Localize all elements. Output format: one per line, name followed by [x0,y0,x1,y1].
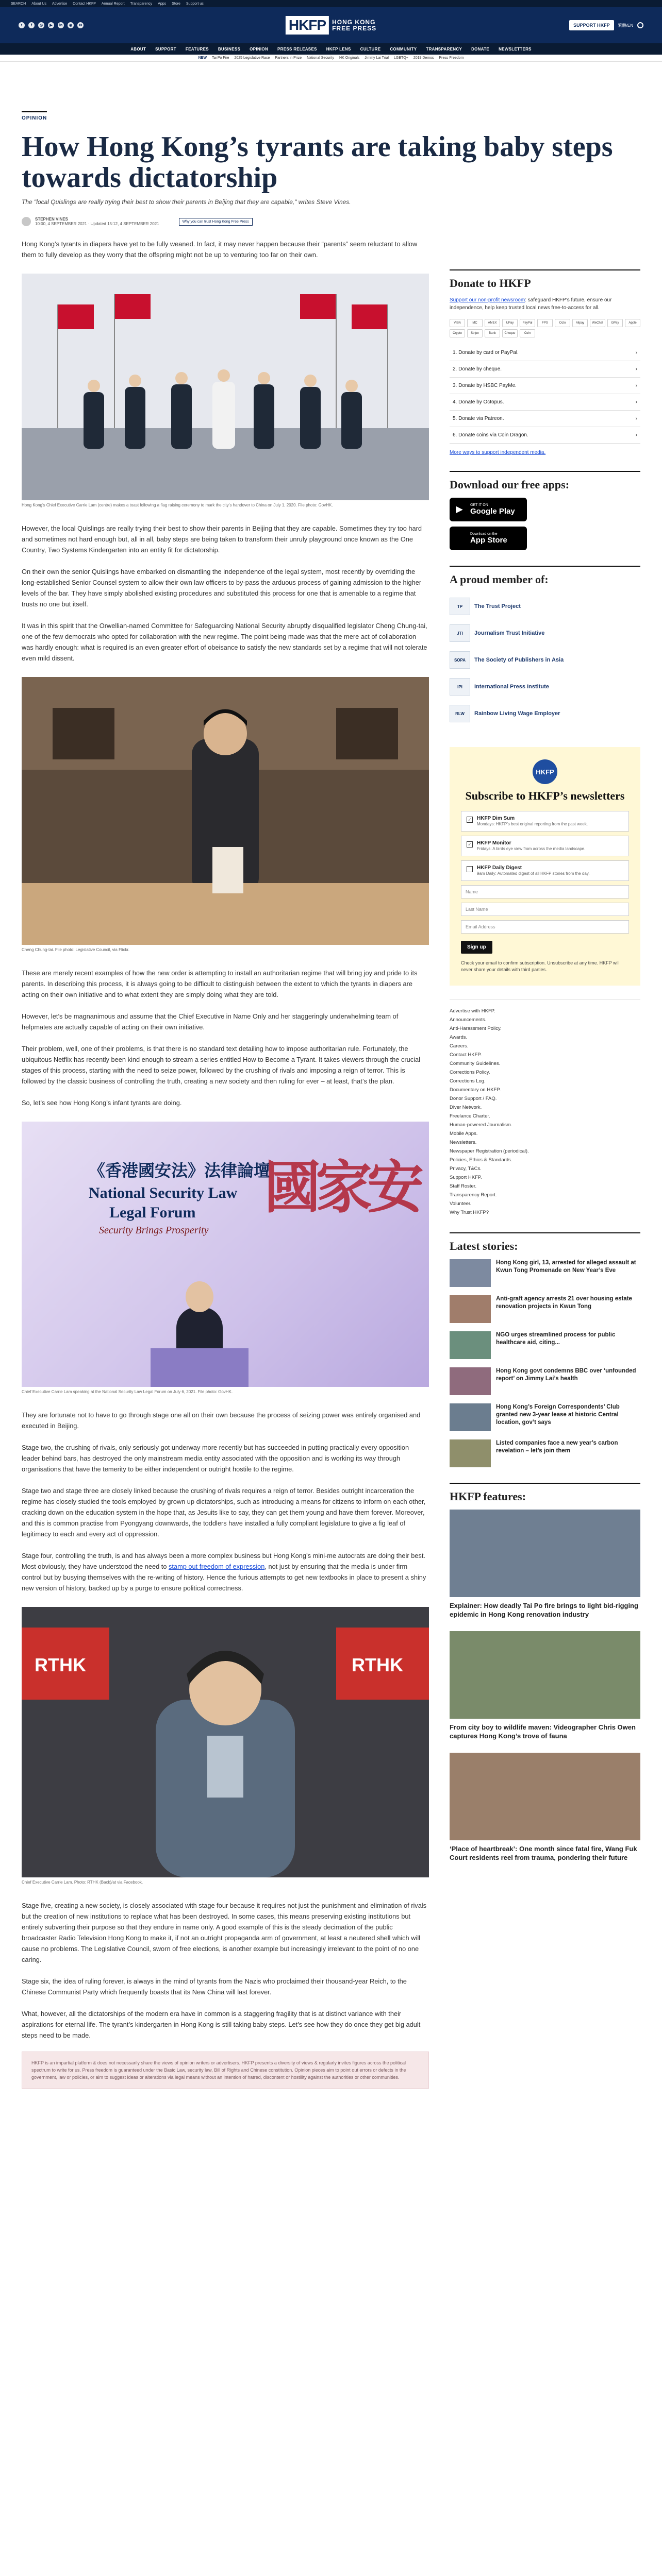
payment-icon: AMEX [485,319,500,327]
svg-text:RTHK: RTHK [352,1654,403,1675]
newsletter-desc: Mondays: HKFP’s best original reporting from the past week. [477,822,588,826]
feature-title: ‘Place of heartbreak’: One month since fatal fire, Wang Fuk Court residents reel from trauma, pondering their future [450,1845,637,1861]
banner-chinese: 《香港國安法》法律論壇 [89,1161,271,1180]
nav-item[interactable]: HKFP LENS [326,46,351,52]
content-columns [22,239,640,2120]
newsletter-logo: HKFP [533,759,557,784]
linkedin-icon[interactable]: in [58,22,64,28]
member-logo: SOPA [450,651,470,669]
feature-thumbnail [450,1631,640,1719]
donate-intro-text: : safeguard HKFP’s future, ensure our independence, help keep trusted local news free-to-access for all. [450,297,612,311]
info-links [450,999,640,1217]
social-icons [19,22,84,28]
paragraph: So, let’s see how Hong Kong’s infant tyrants are doing. [22,1099,182,1107]
story-title: Anti-graft agency arrests 21 over housing estate renovation projects in Kwun Tong [496,1296,632,1310]
donate-option-label: 2. Donate by cheque. [453,366,502,372]
banner-english-3: Security Brings Prosperity [99,1225,209,1236]
sidebar-divider [450,269,640,270]
newsletter-option-text [477,865,589,876]
paragraph: What, however, all the dictatorships of the modern era have in common is a staggering fragility that is at distinct variance with their aspirations for eternal life. The tyrant’s kindergarten in Hong Kong is still taking baby steps. Let’s see how they do once they get big adult steps need to be made. [22,2010,421,2039]
name-field[interactable]: Name [461,885,629,899]
nav-item[interactable]: OPINION [250,46,269,52]
donate-option-label: 1. Donate by card or PayPal. [453,350,519,355]
ticker-item[interactable]: LGBTQ+ [393,56,408,60]
donate-block [450,296,640,455]
story-thumbnail [450,1331,491,1359]
logo-line1: HONG KONG [332,19,376,26]
utility-link[interactable]: Store [172,2,180,6]
info-link[interactable]: Anti-Harassment Policy. [450,1026,502,1031]
info-link[interactable]: Diver Network. [450,1105,482,1110]
latest-story[interactable] [450,1367,640,1395]
member-name: International Press Institute [474,684,549,690]
more-ways-link[interactable]: More ways to support independent media. [450,450,546,455]
store-big-text: Google Play [470,507,515,516]
utility-link[interactable]: Apps [158,2,167,6]
caption: Hong Kong’s Chief Executive Carrie Lam (centre) makes a toast following a flag raising ceremony to mark the city’s handover to China on July 1, 2020. File photo: GovHK. [22,503,333,507]
sidebar-divider [450,471,640,472]
story-title: Listed companies face a new year’s carbon revelation – let’s join them [496,1440,618,1454]
chevron-right-icon: › [635,350,637,355]
main-nav [0,43,662,55]
ticker-item[interactable]: 2019 Demos [413,56,434,60]
sidebar [450,239,640,2120]
paragraph: Stage six, the idea of ruling forever, is always in the mind of tyrants from the Nazis who proclaimed their thousand-year Reich, to the Chinese Communist Party which frequently boasts that its New China will last forever. [22,1977,407,1996]
member-name: The Society of Publishers in Asia [474,657,564,663]
payment-icon: Cheque [502,329,518,337]
article-subtitle: The "local Quislings are really trying their best to show their parents in Beijing that they are capable," writes Steve Vines. [22,198,351,206]
members-heading: A proud member of: [450,573,549,586]
paragraph: Hong Kong’s tyrants in diapers have yet to be fully weaned. In fact, it may never happen because their “parents” seem reluctant to allow them to fully develop as they worry that the offspring might not be up to venturing too far on their own. [22,240,418,259]
newsletter-desc: Fridays: A birds eye view from across the media landscape. [477,846,586,851]
nav-item[interactable]: FEATURES [185,46,209,52]
sidebar-divider [450,566,640,567]
latest-story[interactable] [450,1295,640,1323]
store-small-text: Download on the [470,532,498,536]
sidebar-divider [450,1483,640,1484]
member-logo: RLW [450,705,470,722]
banner-english-1: National Security Law [89,1184,238,1201]
info-link[interactable]: Volunteer. [450,1201,472,1207]
logo-text [332,19,376,31]
header-actions [569,20,643,30]
speaker-head [186,1281,213,1312]
member-logos [450,592,640,737]
story-thumbnail [450,1367,491,1395]
site-logo[interactable] [286,16,376,35]
app-store-button[interactable] [450,527,527,550]
info-link[interactable]: Corrections Policy. [450,1070,490,1075]
utility-link[interactable]: Annual Report [101,2,125,6]
chevron-right-icon: › [635,366,637,372]
donate-options [450,345,640,444]
caption: Cheng Chung-tai. File photo: Legislative Council, via Flickr. [22,947,129,952]
newsletter-option[interactable] [461,836,629,856]
paragraph: Their problem, well, one of their problems, is that there is no standard text detailing how to impose authoritarian rule. Fortunately, the ubiquitous Netflix has recently been kind enough to stream a series entitled How to Become a Tyrant. It takes viewers through the crucial stages of this process, starting with the need to seize power, followed by the crushing of rivals and imposing a reign of terror. This is followed by the classic business of controlling the truth, creating a new society and then ruling for ever – at least, that’s the plan. [22,1045,420,1085]
story-title: Hong Kong’s Foreign Correspondents’ Club granted new 3-year lease at historic Central location, gov’t says [496,1404,620,1426]
twitter-icon[interactable]: t [19,22,25,28]
info-link[interactable]: Why Trust HKFP? [450,1210,489,1215]
feature-thumbnail [450,1510,640,1597]
chevron-right-icon: › [635,383,637,388]
donate-option-label: 3. Donate by HSBC PayMe. [453,383,517,388]
nav-item[interactable]: CULTURE [360,46,381,52]
language-switch[interactable]: 繁體/EN [618,23,633,28]
info-link[interactable]: Transparency Report. [450,1192,497,1198]
section-label[interactable]: OPINION [22,111,47,121]
donate-option-label: 5. Donate via Patreon. [453,416,504,421]
story-title: Hong Kong girl, 13, arrested for alleged assault at Kwun Tong Promenade on New Year’s Eve [496,1260,636,1274]
info-link[interactable]: Freelance Charter. [450,1113,490,1119]
logo-line2: FREE PRESS [332,25,377,32]
payment-icon: UPay [502,319,518,327]
member-logo: JTI [450,624,470,642]
payment-icon: MC [467,319,483,327]
checkbox[interactable]: ✓ [467,817,473,823]
figure-cheng [22,677,429,952]
payment-icon: Crypto [450,329,465,337]
info-link[interactable]: Newspaper Registration (periodical). [450,1148,529,1154]
chevron-right-icon: › [635,399,637,405]
rthk-illustration [22,1607,429,1877]
info-link[interactable]: Community Guidelines. [450,1061,501,1066]
logo-mark: HKFP [286,16,329,35]
search-icon[interactable] [637,22,643,28]
caption: Chief Executive Carrie Lam speaking at the National Security Law Legal Forum on July 6, 2021. File photo: GovHK. [22,1389,233,1394]
member-item[interactable] [450,705,640,722]
paragraph: Stage two and stage three are closely linked because the crushing of rivals requires a reign of terror. Besides outright incarceration the regime has closely studied the tools employed by grown up dictatorships, such as introducing a means for citizens to inform on each other, cracking down on the education system in the hope that, as Jesuits like to say, they can get them young and have them forever. Moreover, and this is common practise from Pyongyang downwards, the toddlers have installed a fully compliant legislature to give a fig leaf of legitimacy to each and every act of oppression. [22,1487,426,1538]
nav-item[interactable]: TRANSPARENCY [426,46,462,52]
info-link[interactable]: Staff Roster. [450,1183,477,1189]
donate-option-label: 6. Donate coins via Coin Dragon. [453,432,528,438]
paragraph: Stage five, creating a new society, is closely associated with stage four because it requires not just the punishment and elimination of rivals but the creation of new institutions to replace what has been destroyed. In some cases, this means preserving existing institutions but entirely subverting their purpose so that they endure in name only. A good example of this is the steady decimation of the public broadcaster Radio Television Hong Kong to make it, if not an outright propaganda arm of government, at least a neutered shell which will cause no problems. The Legislative Council, sworn of free elections, is another example but increasingly irrelevant to the point of no one caring. [22,1902,427,1963]
info-link[interactable]: Corrections Log. [450,1078,486,1084]
newsletter-desc: 9am Daily: Automated digest of all HKFP stories from the day. [477,871,590,876]
checkbox[interactable]: ✓ [467,841,473,848]
checkbox[interactable] [467,866,473,872]
latest-story[interactable] [450,1403,640,1431]
feature-title: From city boy to wildlife maven: Videographer Chris Owen captures Hong Kong’s trove of fauna [450,1723,636,1740]
support-newsroom-link[interactable]: Support our non-profit newsroom [450,297,525,303]
newsletter-title: Subscribe to HKFP’s newsletters [465,789,625,802]
features-heading: HKFP features: [450,1490,526,1503]
trust-cta-button[interactable]: Why you can trust Hong Kong Free Press [179,218,253,226]
paragraph: These are merely recent examples of how the new order is attempting to install an authoritarian regime that will bring joy and pride to its parents. In describing this process, it is always going to be difficult to distinguish between the extent to which the tyrants in diapers are acting on their own initiative and to what extent they are simply doing what they are told. [22,969,418,998]
apps-heading: Download our free apps: [450,478,570,491]
youtube-icon[interactable]: ▶ [48,22,54,28]
member-item[interactable] [450,624,640,642]
author-block [35,217,159,226]
last-name-field[interactable]: Last Name [461,903,629,916]
newsletter-name: HKFP Dim Sum [477,816,515,821]
sidebar-divider [450,1232,640,1233]
info-link[interactable]: Contact HKFP. [450,1052,482,1058]
member-logo: TP [450,598,470,615]
donate-option[interactable] [450,427,640,444]
member-name: The Trust Project [474,603,521,609]
donate-option[interactable] [450,345,640,361]
payment-icon: Apple [625,319,640,327]
member-name: Rainbow Living Wage Employer [474,710,560,717]
feature-story[interactable] [450,1631,640,1740]
member-item[interactable] [450,651,640,669]
member-item[interactable] [450,598,640,615]
payment-icon: Bank [485,329,500,337]
feature-thumbnail [450,1753,640,1840]
latest-stories [450,1259,640,1467]
member-item[interactable] [450,678,640,696]
facebook-icon[interactable]: f [28,22,35,28]
newsletter-option[interactable] [461,811,629,832]
svg-text:RTHK: RTHK [35,1654,86,1675]
utility-link[interactable]: Contact HKFP [73,2,96,6]
freedom-of-expression-link[interactable]: stamp out freedom of expression [169,1563,265,1570]
byline [22,217,640,226]
instagram-icon[interactable]: ◎ [38,22,44,28]
info-link[interactable]: Donor Support / FAQ. [450,1096,497,1101]
author-avatar [22,217,31,226]
legco-illustration [22,677,429,945]
podium [151,1348,249,1387]
utility-link[interactable]: About Us [31,2,46,6]
payment-icon: Alipay [572,319,588,327]
donate-option[interactable] [450,378,640,394]
photo-ceremony [22,274,429,500]
caption: Chief Executive Carrie Lam. Photo: RTHK (Back)/at via Facebook. [22,1880,143,1885]
payment-icon: WeChat [590,319,605,327]
utility-link[interactable]: Support us [186,2,204,6]
signup-button[interactable]: Sign up [461,941,492,954]
story-thumbnail [450,1439,491,1467]
paragraph-part: Stage four, controlling the truth, is and has always been a more complex business but Hong Kong’s mini-me autocrats are doing their best. Most obviously, they have understood the need to [22,1552,425,1570]
story-title: NGO urges streamlined process for public healthcare aid, citing... [496,1332,616,1346]
info-link[interactable]: Careers. [450,1043,469,1049]
newsletter-option-text [477,816,588,827]
article-title: How Hong Kong’s tyrants are taking baby steps towards dictatorship [22,131,613,194]
figure-lam [22,1607,429,1885]
newsletter-name: HKFP Daily Digest [477,865,522,871]
donate-option[interactable] [450,394,640,411]
support-hkfp-button[interactable]: SUPPORT HKFP [569,20,614,30]
paragraph: It was in this spirit that the Orwellian-named Committee for Safeguarding National Security abruptly disqualified legislator Cheng Chung-tai, one of the few democrats who opted for collaboration with the new regime. The point being made was that the mere act of collaboration was hardly enough: what is required is an even greater effort of obeisance to satisfy the new standards set by a regime that will not tolerate even mild dissent. [22,622,427,662]
nav-item[interactable]: SUPPORT [155,46,176,52]
info-link[interactable]: Mobile Apps. [450,1131,478,1137]
photo-lam [22,1607,429,1877]
info-link[interactable]: Awards. [450,1035,468,1040]
mail-icon[interactable]: ✉ [77,22,84,28]
member-name: Journalism Trust Initiative [474,630,545,636]
story-thumbnail [450,1403,491,1431]
ticker-item[interactable]: National Security [307,56,334,60]
donate-option[interactable] [450,411,640,427]
ticker-item[interactable]: 2025 Legislative Race [234,56,270,60]
article-body [22,239,429,2120]
paragraph: However, let’s be magnanimous and assume that the Chief Executive in Name Only and her staggeringly underwhelming team of helpmates are actually capable of acting on their own initiative. [22,1012,399,1031]
donate-intro [450,296,640,312]
ticker-item[interactable]: Partners in Prize [275,56,302,60]
story-thumbnail [450,1295,491,1323]
newsletter-box [450,747,640,986]
newsletter-option[interactable] [461,860,629,881]
info-link[interactable]: Newsletters. [450,1140,477,1145]
banner-english-2: Legal Forum [109,1204,196,1221]
ticker-item[interactable]: Tai Po Fire [211,56,229,60]
member-logo: IPI [450,678,470,696]
paragraph: Stage two, the crushing of rivals, only seriously got underway more recently but has succeeded in putting practically every opposition leader behind bars, has destroyed the only mainstream media entity associated with the opposition and is working its way through organisations that have the temerity to be either independent or outright hostile to the regime. [22,1444,409,1473]
newsletter-note: Check your email to confirm subscription. Unsubscribe at any time. HKFP will never share your details with third parties. [461,960,620,972]
info-link[interactable]: Documentary on HKFP. [450,1087,501,1093]
donate-option[interactable] [450,361,640,378]
payment-icon: VISA [450,319,465,327]
store-small-text: GET IT ON [470,503,488,507]
ticker-item[interactable]: Press Freedom [439,56,464,60]
chevron-right-icon: › [635,432,637,438]
banner-big-characters: 國家安 [264,1154,419,1221]
info-link[interactable]: Human-powered Journalism. [450,1122,512,1128]
donate-option-label: 4. Donate by Octopus. [453,399,504,405]
story-thumbnail [450,1259,491,1287]
disclaimer-box: HKFP is an impartial platform & does not necessarily share the views of opinion writers or advertisers. HKFP presents a diversity of views & regularly invites figures across the political spectrum to write for us. Press freedom is guaranteed under the Basic Law, security law, Bill of Rights and Chinese constitution. Opinion pieces aim to point out errors or defects in the government, law or policies, or aim to suggest ideas or alterations via legal means without an intention of hatred, discontent or hostility against the authorities or other communities. [22,2052,429,2089]
play-icon: ▶ [456,504,463,514]
payment-icon: PayPal [520,319,535,327]
nav-item[interactable]: PRESS RELEASES [277,46,317,52]
story-title: Hong Kong govt condemns BBC over ‘unfounded report’ on Jimmy Lai’s health [496,1368,636,1382]
nav-item[interactable]: DONATE [471,46,490,52]
nav-item[interactable]: BUSINESS [218,46,241,52]
ticker-item[interactable]: HK Originals [339,56,360,60]
publish-dates: 10:00, 4 SEPTEMBER 2021 · Updated 15:12, 4 SEPTEMBER 2021 [35,222,159,226]
newsletter-option-text [477,840,585,852]
feature-story[interactable] [450,1753,640,1862]
payment-icons [450,319,640,337]
ticker-item[interactable]: Jimmy Lai Trial [365,56,389,60]
info-link[interactable]: Support HKFP. [450,1175,482,1180]
top-utility-bar [0,0,662,7]
paragraph: On their own the senior Quislings have embarked on dismantling the independence of the legal system, most recently by overriding the long-established Senior Counsel system to allow their own law officers to by-pass the arduous process of gaining admission to the higher levels of the bar. They have simply abolished existing procedures and substituted this process for one that is amenable to a regime that trusts no one but itself. [22,568,422,608]
info-link[interactable]: Advertise with HKFP. [450,1008,495,1014]
payment-icon: FPS [537,319,553,327]
utility-links [10,2,204,6]
site-header [0,7,662,43]
latest-heading: Latest stories: [450,1240,518,1252]
info-link[interactable]: Policies, Ethics & Standards. [450,1157,512,1163]
paragraph [22,1550,429,1594]
page-container [22,62,640,2120]
paragraph: However, the local Quislings are really trying their best to show their parents in Beijing that they are capable. Sometimes they try too hard and sometimes not hard enough but, all in all, baby steps are being taken to transform their unruly playground once known as the One Country, Two Systems Kindergarten into an entity fit for dictatorship. [22,524,422,554]
latest-story[interactable] [450,1439,640,1467]
payment-icon: Coin [520,329,535,337]
utility-link[interactable]: Advertise [52,2,68,6]
store-big-text: App Store [470,536,507,545]
info-link[interactable]: Privacy, T&Cs. [450,1166,482,1172]
payment-icon: GPay [607,319,623,327]
figure-ceremony [22,274,429,507]
photo-forum [22,1122,429,1387]
topic-ticker [0,55,662,62]
email-field[interactable]: Email Address [461,920,629,934]
google-play-button[interactable] [450,498,527,521]
utility-link[interactable]: SEARCH [11,2,26,6]
utility-link[interactable]: Transparency [130,2,153,6]
latest-story[interactable] [450,1331,640,1359]
nav-item[interactable]: ABOUT [130,46,146,52]
payment-icon: Stripe [467,329,483,337]
chevron-right-icon: › [635,416,637,421]
newsletter-name: HKFP Monitor [477,840,511,846]
feature-title: Explainer: How deadly Tai Po fire brings to light bid-rigging epidemic in Hong Kong renovation industry [450,1602,638,1618]
info-link[interactable]: Announcements. [450,1017,487,1023]
feature-story[interactable] [450,1510,640,1619]
photo-cheng [22,677,429,945]
nav-item[interactable]: COMMUNITY [390,46,417,52]
newsletter-options [461,811,629,881]
ceremony-illustration [22,274,429,500]
paragraph-part: , not just by ensuring that the media is under firm control but by busying themselves with the re-writing of history. Hence the furious attempts to get new textbooks in place to present a shiny new version of history, backed up by a purge to ensure political correctness. [22,1563,426,1592]
figure-forum [22,1122,429,1394]
feature-stories [450,1510,640,1862]
nav-item[interactable]: NEWSLETTERS [499,46,532,52]
ticker-label: NEW [198,56,207,60]
donate-heading: Donate to HKFP [450,277,531,290]
payment-icon: Octo [555,319,570,327]
paragraph: They are fortunate not to have to go through stage one all on their own because the process of seizing power was entirely organised and executed in Beijing. [22,1411,421,1430]
latest-story[interactable] [450,1259,640,1287]
rss-icon[interactable]: ◉ [68,22,74,28]
author-name[interactable]: STEPHEN VINES [35,217,69,222]
